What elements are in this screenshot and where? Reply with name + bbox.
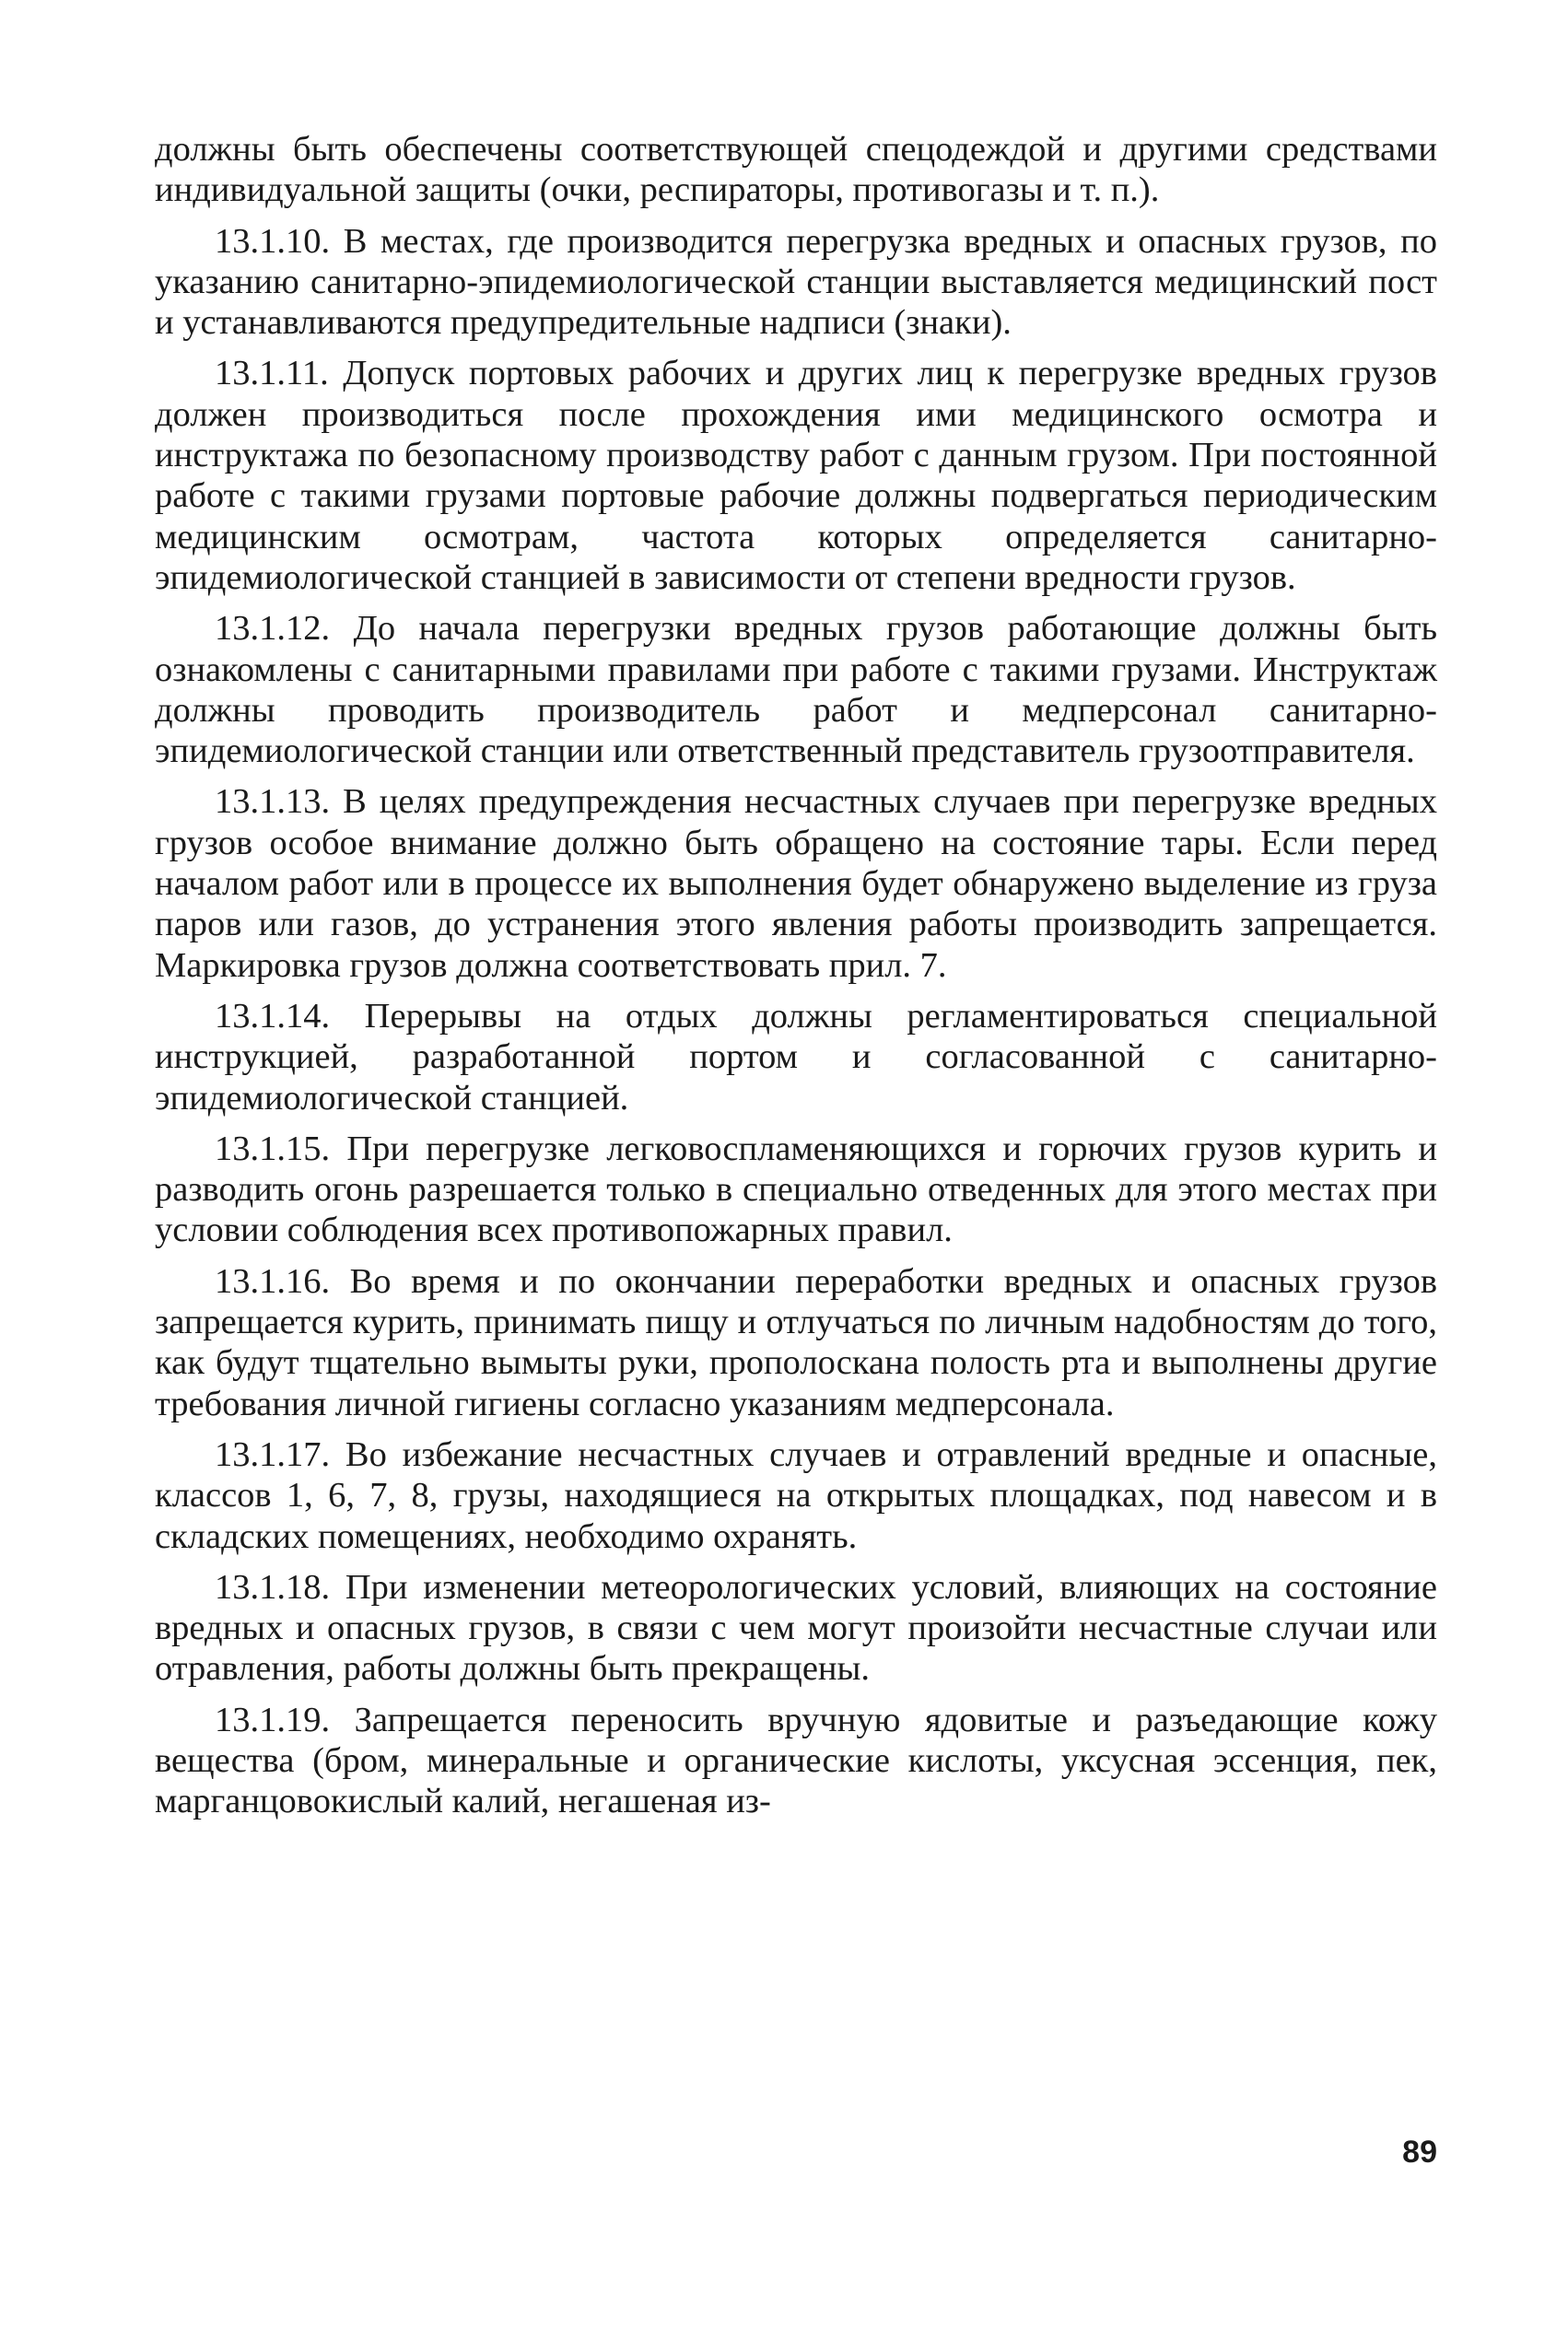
paragraph-13-1-17: 13.1.17. Во избежание несчастных случаев и отравлений вредные и опасные, классов 1, 6, 7, 8, грузы, находящиеся на открытых площадках, под навесом и в складских помещениях, необходимо охранять.	[155, 1434, 1437, 1556]
paragraph-13-1-14: 13.1.14. Перерывы на отдых должны регламентироваться специальной инструкцией, разработанной портом и согласованной с санитарно-эпидемиологической станцией.	[155, 996, 1437, 1118]
paragraph-13-1-11: 13.1.11. Допуск портовых рабочих и других лиц к перегрузке вредных грузов должен производиться после прохождения ими медицинского осмотра и инструктажа по безопасному производству работ с данным грузом. При постоянной работе с такими грузами портовые рабочие должны подвергаться периодическим медицинским осмотрам, частота которых определяется санитарно-эпидемиологической станцией в зависимости от степени вредности грузов.	[155, 354, 1437, 597]
paragraph-13-1-18: 13.1.18. При изменении метеорологических условий, влияющих на состояние вредных и опасных грузов, в связи с чем могут произойти несчастные случаи или отравления, работы должны быть прекращены.	[155, 1567, 1437, 1689]
paragraph-13-1-15: 13.1.15. При перегрузке легковоспламеняющихся и горючих грузов курить и разводить огонь разрешается только в специально отведенных для этого местах при условии соблюдения всех противопожарных правил.	[155, 1129, 1437, 1250]
page-number: 89	[1402, 2135, 1437, 2170]
paragraph-13-1-13: 13.1.13. В целях предупреждения несчастных случаев при перегрузке вредных грузов особое внимание должно быть обращено на состояние тары. Если перед началом работ или в процессе их выполнения будет обнаружено выделение из груза паров или газов, до устранения этого явления работы производить запрещается. Маркировка грузов должна соответствовать прил. 7.	[155, 782, 1437, 985]
paragraph-continuation: должны быть обеспечены соответствующей спецодеждой и другими средствами индивидуальной защиты (очки, респираторы, противогазы и т. п.).	[155, 130, 1437, 210]
paragraph-13-1-19: 13.1.19. Запрещается переносить вручную ядовитые и разъедающие кожу вещества (бром, минеральные и органические кислоты, уксусная эссенция, пек, марганцовокислый калий, негашеная из-	[155, 1700, 1437, 1821]
paragraph-13-1-10: 13.1.10. В местах, где производится перегрузка вредных и опасных грузов, по указанию санитарно-эпидемиологической станции выставляется медицинский пост и устанавливаются предупредительные надписи (знаки).	[155, 221, 1437, 343]
body-text	[155, 129, 1437, 1832]
paragraph-13-1-12: 13.1.12. До начала перегрузки вредных грузов работающие должны быть ознакомлены с санитарными правилами при работе с такими грузами. Инструктаж должны проводить производитель работ и медперсонал санитарно-эпидемиологической станции или ответственный представитель грузоотправителя.	[155, 609, 1437, 771]
paragraph-13-1-16: 13.1.16. Во время и по окончании переработки вредных и опасных грузов запрещается курить, принимать пищу и отлучаться по личным надобностям до того, как будут тщательно вымыты руки, прополоскана полость рта и выполнены другие требования личной гигиены согласно указаниям медперсонала.	[155, 1261, 1437, 1423]
